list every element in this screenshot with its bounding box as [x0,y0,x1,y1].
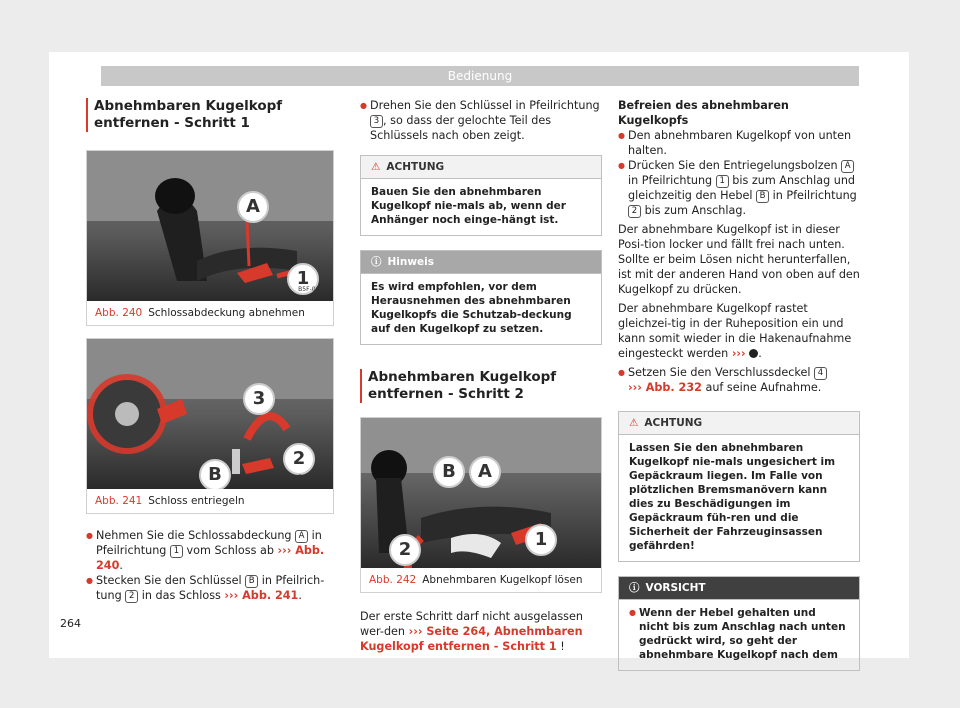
caution-icon: ⓘ [629,582,640,594]
text: vom Schloss ab [186,544,274,557]
figure-241-number: Abb. 241 [95,495,143,507]
figure-241-label-b: B [199,459,231,489]
figure-242-label-a: A [469,456,501,488]
vorsicht-title-text: VORSICHT [645,582,706,594]
list-item [360,98,602,143]
text: in Pfeilrichtung [772,189,857,202]
achtung-box [360,155,602,236]
figure-242-number: Abb. 242 [369,574,417,586]
figure-reference-link[interactable]: ››› Abb. 241 [224,589,299,602]
figure-242-caption-text: Abnehmbaren Kugelkopf lösen [422,574,583,586]
label-1: 1 [716,175,729,188]
figure-242-code: B5F-0673 [566,553,595,560]
label-a: A [295,530,308,543]
section-heading-step2: Abnehmbaren Kugelkopf entfernen - Schritt 2 [360,369,602,403]
step2-intro [360,609,602,654]
text: in Pfeilrichtung [628,174,713,187]
figure-reference-link[interactable]: ››› Abb. 240 [96,544,325,572]
warning-reference-link[interactable]: ››› [731,347,746,360]
figure-242-image [361,418,601,568]
figure-240-label-1: 1 [287,263,319,295]
figure-241-code: B5F-0672 [298,474,327,481]
hinweis-title-text: Hinweis [387,256,435,268]
warning-dot-icon [749,349,758,358]
figure-reference-link[interactable]: ››› Abb. 232 [628,381,702,394]
figure-241-label-2: 2 [283,443,315,475]
text: Drücken Sie den Entriegelungsbolzen [628,159,838,172]
section-heading-step1: Abnehmbaren Kugelkopf entfernen - Schritt 1 [86,98,334,132]
list-item [618,365,860,395]
paragraph: Der abnehmbare Kugelkopf ist in dieser Posi-tion locker und fällt frei nach unten. Sollte er beim Lösen nicht herunterfallen, ist mit der anderen Hand von oben auf den Kugelkopf zu drücken. [618,223,860,296]
column-1 [86,98,334,603]
text: bis zum Anschlag. [644,204,747,217]
figure-241-image [87,339,333,489]
list-item [86,528,334,573]
figure-242-label-b: B [433,456,465,488]
label-1: 1 [170,545,183,558]
subheading: Befreien des abnehmbaren Kugelkopfs [618,99,789,127]
figure-240-label-a: A [237,191,269,223]
hinweis-title [361,251,601,274]
achtung-title [619,412,859,435]
warning-icon: ⚠ [629,417,639,429]
text: . [119,559,123,572]
info-icon: ⓘ [371,256,382,268]
label-2: 2 [125,590,138,603]
figure-241 [86,338,334,514]
figure-241-caption-text: Schloss entriegeln [148,495,245,507]
text: , so dass der gelochte Teil des Schlüssels nach oben zeigt. [370,114,552,142]
figure-241-caption [87,489,333,513]
text: in das Schloss [141,589,221,602]
step1-instructions [86,528,334,603]
page-reference-link[interactable]: ››› Seite 264, Abnehmbaren Kugelkopf entfernen - Schritt 1 [360,625,583,653]
column-3 [618,98,860,671]
figure-240-caption-text: Schlossabdeckung abnehmen [148,307,305,319]
label-3: 3 [370,115,383,128]
text: Stecken Sie den Schlüssel [96,574,242,587]
figure-242-caption [361,568,601,592]
text: Drehen Sie den Schlüssel in Pfeilrichtung [370,99,600,112]
text: auf seine Aufnahme. [705,381,822,394]
achtung-body: Lassen Sie den abnehmbaren Kugelkopf nie-mals ungesichert im Gepäckraum liegen. Im Falle von plötzlichen Bremsmanövern kann dies zu Beschädigungen im Gepäckraum füh-ren und die Sicherheit der Fahrzeuginsassen gefährden! [629,442,836,552]
list-item [618,158,860,218]
achtung-box-2 [618,411,860,562]
text: in Pfeilrichtung [96,529,322,557]
achtung-title-text: ACHTUNG [644,417,703,429]
vorsicht-title [619,577,859,600]
list-item: ● Wenn der Hebel gehalten und nicht bis zum Anschlag nach unten gedrückt wird, so geht der abnehmbare Kugelkopf nach dem [629,606,849,662]
column-2 [360,98,602,654]
list-item [86,573,334,603]
page-header: Bedienung [101,66,859,86]
page-number: 264 [60,617,81,630]
figure-240-caption [87,301,333,325]
vorsicht-body [619,600,859,670]
achtung-title [361,156,601,179]
paragraph [618,301,860,361]
text: Der abnehmbare Kugelkopf rastet gleichzei-tig in der Ruheposition ein und kann somit wieder in die Hakenaufnahme eingesteckt werden [618,302,852,360]
label-a: A [841,160,854,173]
text: Setzen Sie den Verschlussdeckel [628,366,811,379]
figure-240-image [87,151,333,301]
achtung-title-text: ACHTUNG [386,161,445,173]
label-2: 2 [628,205,641,218]
text: in Pfeilrich-tung [96,574,325,602]
hinweis-body: Es wird empfohlen, vor dem Herausnehmen des abnehmbaren Kugelkopfs die Schutzab-deckung auf den Kugelkopf zu setzen. [371,281,572,335]
label-b: B [756,190,769,203]
figure-241-label-3: 3 [243,383,275,415]
figure-242 [360,417,602,593]
text: Nehmen Sie die Schlossabdeckung [96,529,292,542]
text: ! [556,640,565,653]
text: . [758,347,762,360]
text: . [298,589,302,602]
vorsicht-box [618,576,860,671]
text: bis zum Anschlag und gleichzeitig den Hebel [628,174,856,202]
figure-240 [86,150,334,326]
label-b: B [245,575,258,588]
hinweis-box [360,250,602,345]
achtung-body: Bauen Sie den abnehmbaren Kugelkopf nie-mals ab, wenn der Anhänger noch einge-hängt ist. [371,186,566,226]
figure-240-code: B5F-0671 [298,286,327,293]
label-4: 4 [814,367,827,380]
figure-242-label-1: 1 [525,524,557,556]
figure-240-number: Abb. 240 [95,307,143,319]
figure-242-label-2: 2 [389,534,421,566]
warning-icon: ⚠ [371,161,381,173]
text: Der erste Schritt darf nicht ausgelassen wer-den [360,610,583,638]
list-item: ● Den abnehmbaren Kugelkopf von unten halten. [618,128,860,158]
